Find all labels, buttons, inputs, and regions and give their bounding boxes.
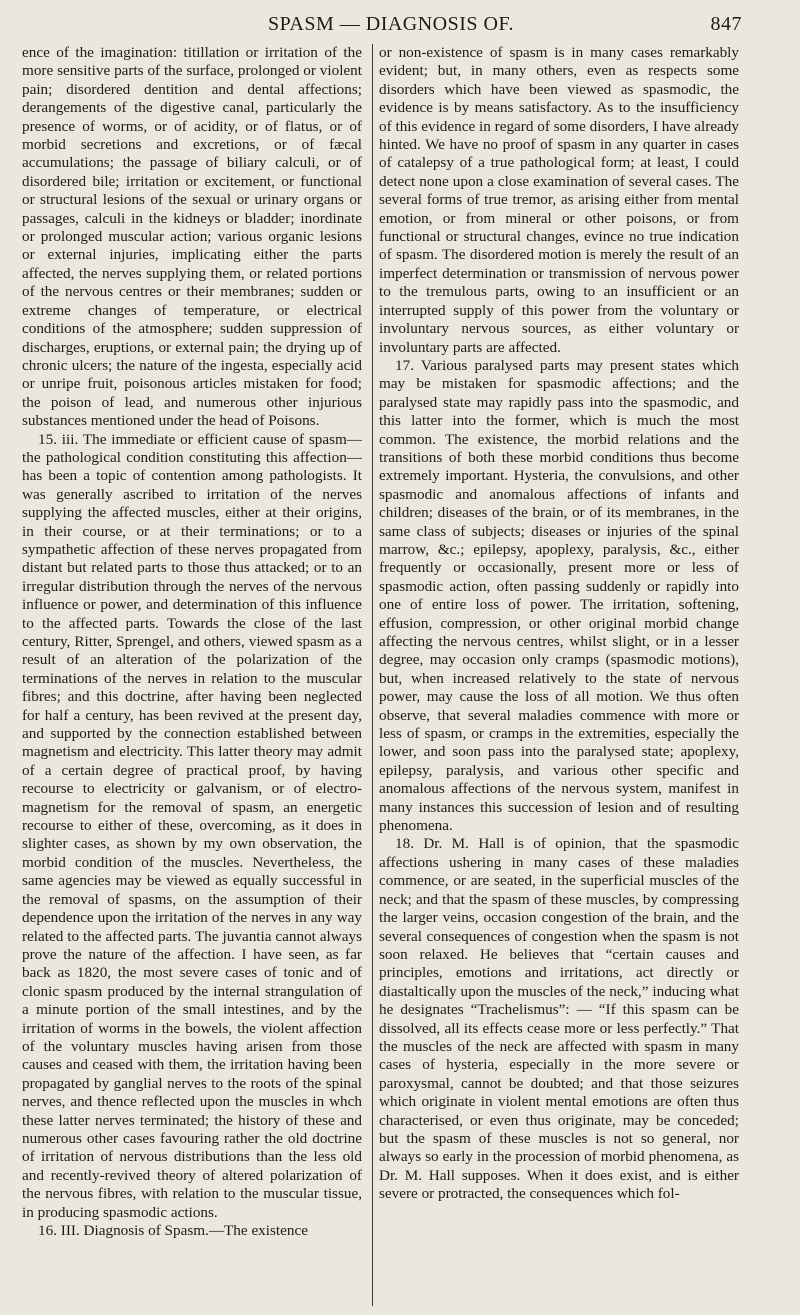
paragraph-16-diagnosis: 16. III. Diagnosis of Spasm.—The existence [38,1222,308,1239]
left-column [22,44,362,1240]
paragraph-18-dr-hall: 18. Dr. M. Hall is of opinion, that the spasmodic affections ushering in many cases of these maladies commence, or are seated, in the superficial muscles of the neck; and that the spasm of these muscles, by compressing the larger veins, occasion congestion of the brain, and the several consequences of congestion when the spasm is not soon relaxed. He believes that “certain causes and principles, emotions and irritations, act directly or diastaltically upon the muscles of the neck,” inducing what he designates “Trachelismus”: — “If this spasm can be dissolved, all its effects cease more or less perfectly.” That the muscles of the neck are affected with spasm in many cases of hysteria, especially in the more severe or paroxysmal, cannot be doubted; and that those seizures which originate in violent mental emotions are often thus characterised, or even thus originate, may be conceded; but the spasm of these muscles is not so general, nor always so early in the procession of morbid phenomena, as Dr. M. Hall supposes. When it does exist, and is either severe or protracted, the consequences which fol- [379,835,739,1203]
running-header [40,13,742,39]
paragraph-15-efficient-cause: 15. iii. The immediate or efficient cause of spasm—the pathological condition constituting this affection—has been a topic of contention among pathologists. It was generally ascribed to irritation of the nerves supplying the affected muscles, either at their origins, in their course, or at their terminations; or to a sympathetic affection of these nerves propagated from distant but related parts to those thus attacked; or to an irregular distribution through the nerves of the nervous influence or power, and determination of this influence to the affected parts. Towards the close of the last century, Ritter, Sprengel, and others, viewed spasm as a result of an alteration of the polarization of the terminations of the nerves in relation to the muscular fibres; and this doctrine, after having been neglected for half a century, has been revived at the present day, and supported by the connection established between magnetism and electricity. This latter theory may admit of a certain degree of practical proof, by having recourse to electricity or galvanism, or of electro-magnetism for the removal of spasm, an energetic recourse to either of these, overcoming, as it does in slighter cases, as shown by my own observation, the morbid condition of the muscles. Nevertheless, the same agencies may be viewed as equally successful in the removal of spasms, on the assumption of their dependence upon the irritation of the nerves in any way related to the affected parts. The juvantia cannot always prove the nature of the affection. I have seen, as far back as 1820, the most severe cases of tonic and of clonic spasm produced by the internal strangulation of a minute portion of the small intestines, and by the irritation of worms in the bowels, the violent affection of the voluntary muscles having arisen from those causes and ceased with them, the irritation having been propagated by ganglial nerves to the roots of the spinal nerves, and thence reflected upon the muscles in whch these latter nerves terminated; the history of these and numerous other cases favouring rather the old doctrine of irritation of nervous distributions than the less old and recently-revived theory of altered polarization of the nervous fibres, with relation to the muscular tissue, in producing spasmodic actions. [22,430,362,1221]
right-column [379,44,739,1204]
column-divider [372,44,373,1306]
page-number: 847 [710,13,742,35]
running-title: SPASM — DIAGNOSIS OF. [267,13,514,35]
paragraph-diagnosis-continued: or non-existence of spasm is in many cases remarkably evident; but, in many others, even as respects some disorders which have been viewed as spasmodic, the evidence is by means satisfactory. As to the insufficiency of this evidence in regard of some disorders, I have already hinted. We have no proof of spasm in any quarter in cases of catalepsy of a true pathological form; at least, I could detect none upon a close examination of several cases. The several forms of true tremor, as arising either from mental emotion, or from mineral or other poisons, or from functional or structural changes, evince no true indication of spasm. The disordered motion is merely the result of an imperfect determination or transmission of nervous power to the tremulous parts, owing to an insufficient or an interrupted supply of this power from the voluntary or involuntary nervous sources, as either voluntary or involuntary parts are affected. [379,44,739,356]
paragraph-causes-continued: ence of the imagination: titillation or irritation of the more sensitive parts of the surface, prolonged or violent pain; disordered dentition and dental affections; derangements of the digestive canal, particularly the presence of worms, or of acidity, or of flatus, or of morbid secretions and excretions, or of fæcal accumulations; the passage of biliary calculi, or of disordered bile; irritation or excitement, or functional or structural lesions of the sexual or urinary organs or passages, calculi in the kidneys or bladder; inordinate or prolonged muscular action; various organic lesions or external injuries, implicating either the parts affected, the nerves supplying them, or related portions of the nervous centres or their membranes; sudden or extreme changes of temperature, or electrical conditions of the atmosphere; sudden suppression of discharges, eruptions, or external pain; the drying up of chronic ulcers; the nature of the ingesta, especially acid or unripe fruit, poisonous articles mistaken for food; the poison of lead, and numerous other injurious substances mentioned under the head of Poisons. [22,44,362,430]
paragraph-17-paralysed-parts: 17. Various paralysed parts may present states which may be mistaken for spasmodic affections; and the paralysed state may rapidly pass into the spasmodic, and this latter into the former, which is much the most common. The existence, the morbid relations and the transitions of both these morbid conditions thus become extremely important. Hysteria, the convulsions, and other spasmodic and anomalous affections of infants and children; diseases of the brain, or of its membranes, in the same class of subjects; diseases or injuries of the spinal marrow, &c.; epilepsy, apoplexy, paralysis, &c., either frequently or occasionally, present more or less of spasmodic action, often passing suddenly or rapidly into one of entire loss of power. The irritation, softening, effusion, compression, or other original morbid change affecting the nervous centres, whilst slight, or in a lesser degree, may occasion only cramps (spasmodic motions), but, when increased relatively to the state of nervous power, may cause the loss of all motion. We thus often observe, that several maladies commence with more or less of spasm, or cramps in the extremities, especially the lower, and soon pass into the paralysed state; apoplexy, epilepsy, paralysis, and various other specific and anomalous affections of the nervous system, manifest in many instances this succession of lesion and of resulting phenomena. [379,356,739,835]
